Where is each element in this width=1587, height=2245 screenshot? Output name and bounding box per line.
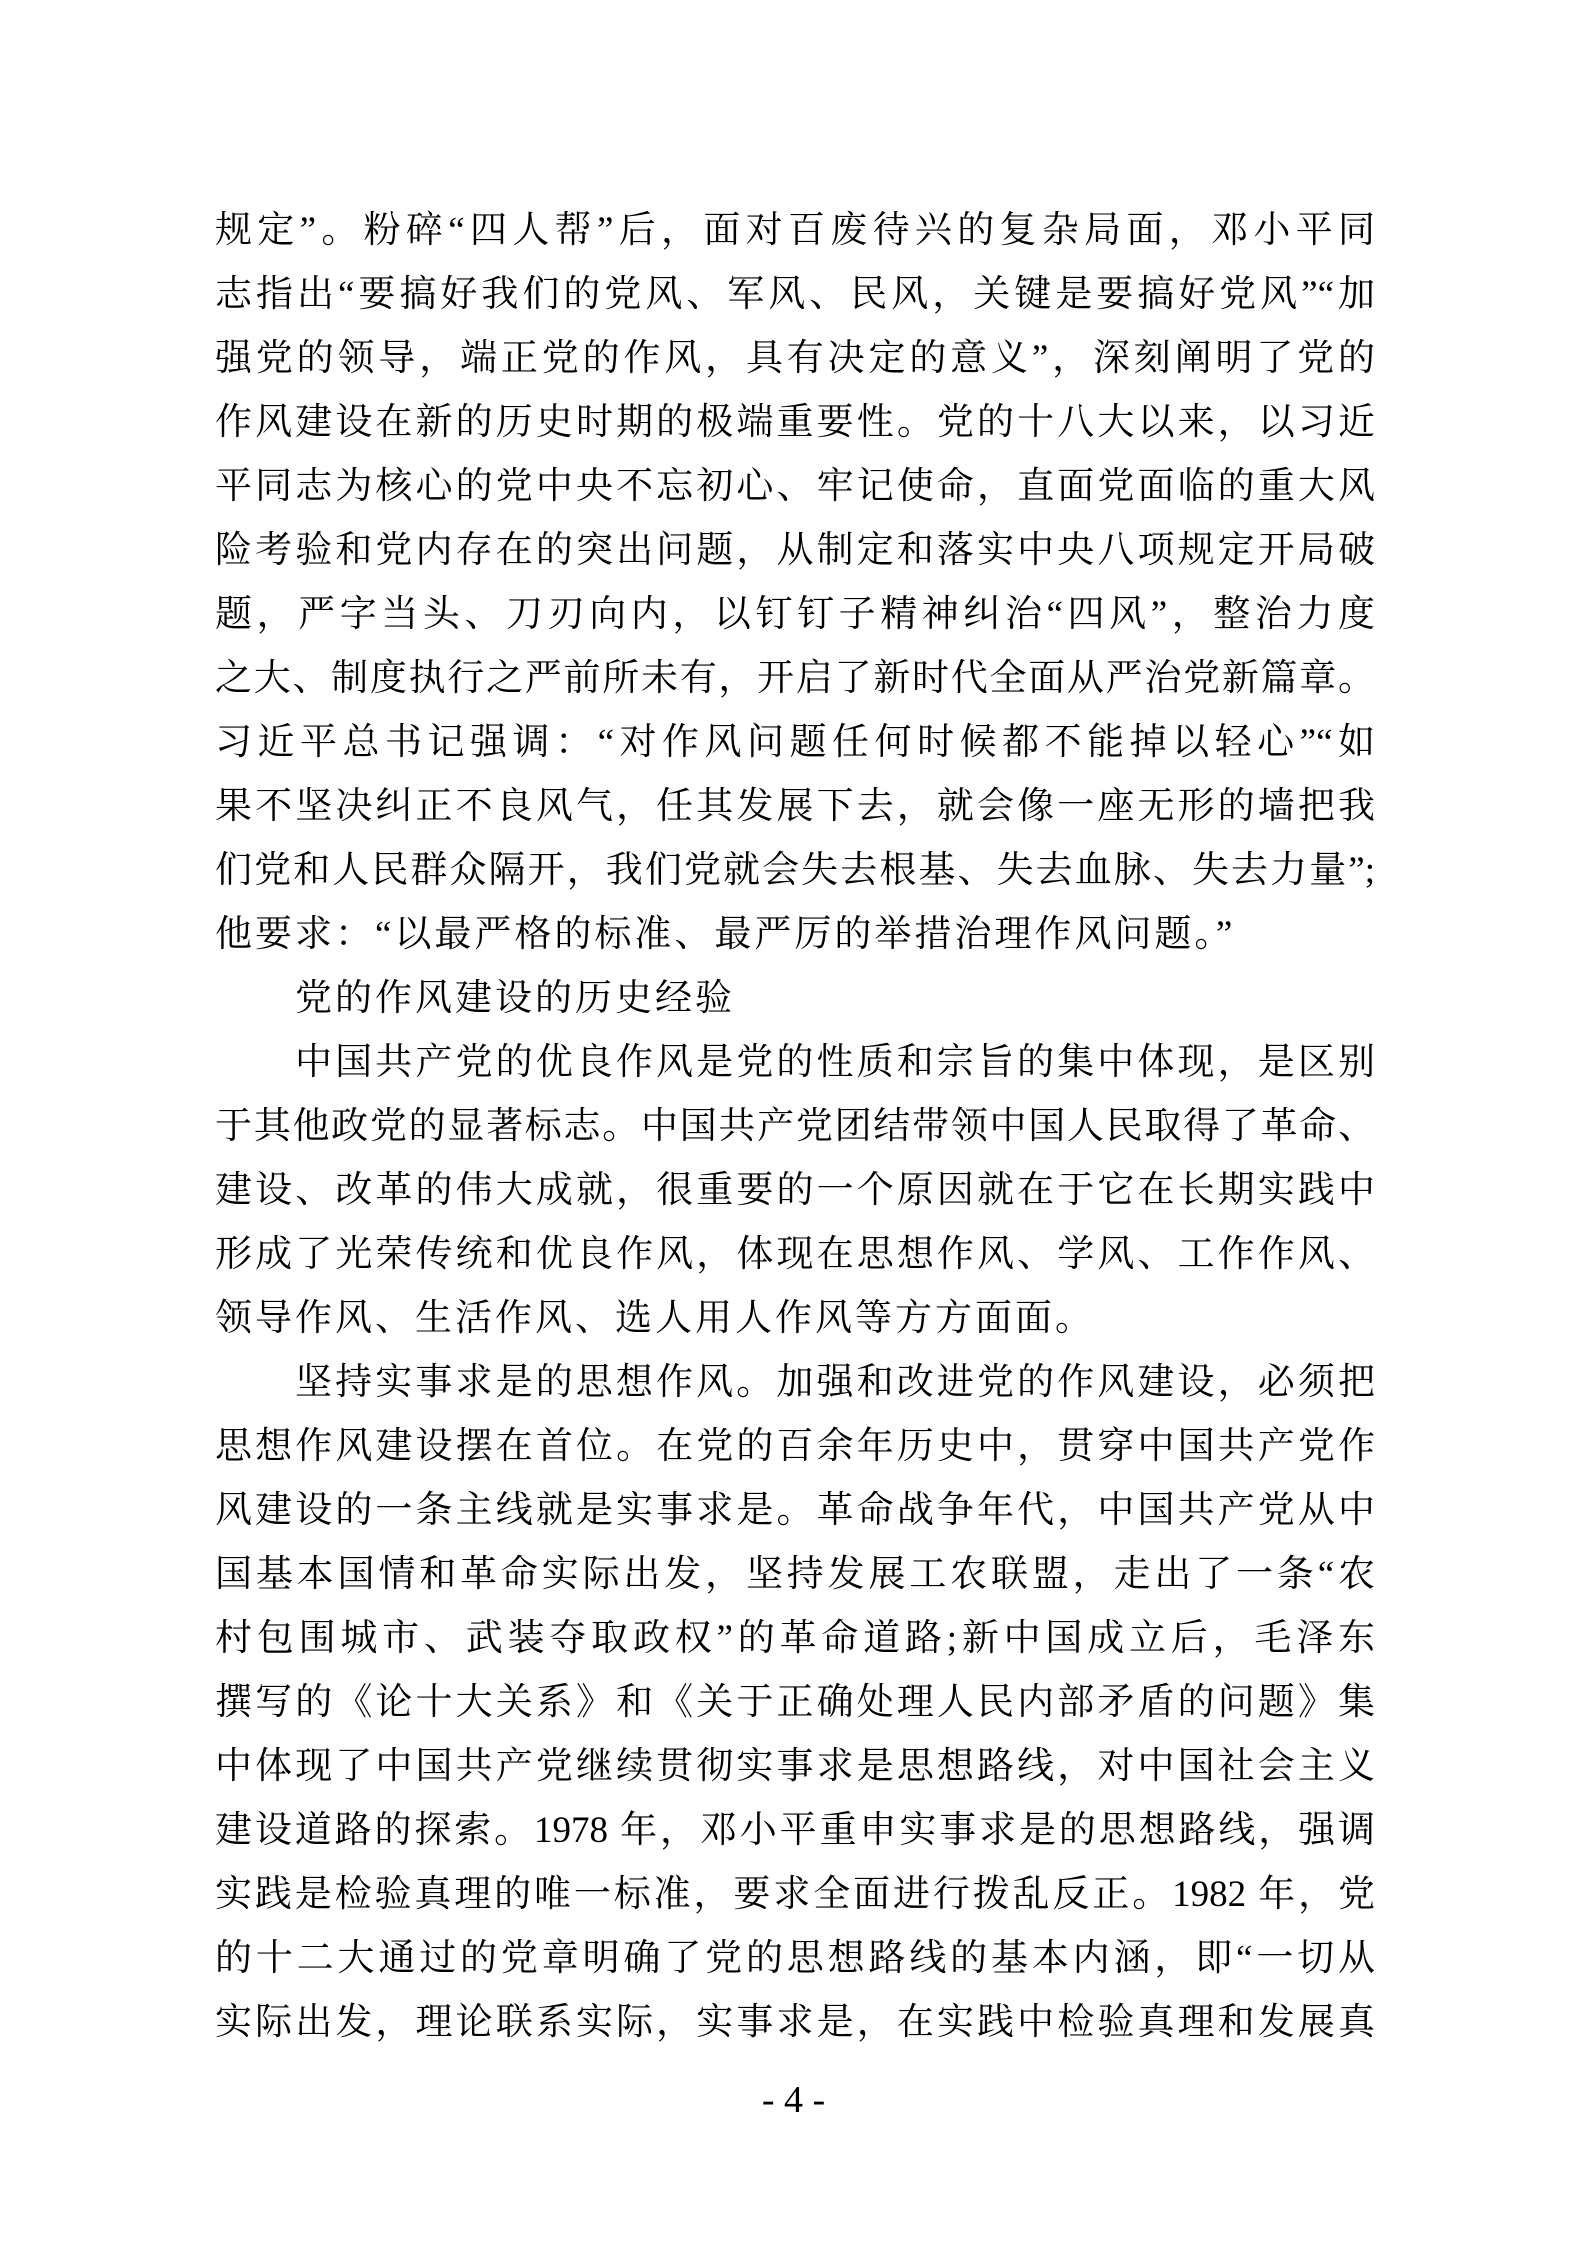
text-line: 于其他政党的显著标志。中国共产党团结带领中国人民取得了革命、 xyxy=(215,1106,1375,1147)
text-line: 作风建设在新的历史时期的极端重要性。党的十八大以来，以习近 xyxy=(215,402,1375,443)
text-line: 撰写的《论十大关系》和《关于正确处理人民内部矛盾的问题》集 xyxy=(215,1682,1375,1723)
text-line: 建设道路的探索。1978 年，邓小平重申实事求是的思想路线，强调 xyxy=(215,1810,1375,1851)
text-line: 实践是检验真理的唯一标准，要求全面进行拨乱反正。1982 年，党 xyxy=(215,1874,1375,1915)
text-line: 他要求：“以最严格的标准、最严厉的举措治理作风问题。” xyxy=(215,914,1236,955)
text-line: 思想作风建设摆在首位。在党的百余年历史中，贯穿中国共产党作 xyxy=(215,1426,1375,1467)
text-line: 规定”。粉碎“四人帮”后，面对百废待兴的复杂局面，邓小平同 xyxy=(215,210,1375,251)
text-line: 领导作风、生活作风、选人用人作风等方方面面。 xyxy=(215,1298,1095,1339)
text-line: 平同志为核心的党中央不忘初心、牢记使命，直面党面临的重大风 xyxy=(215,466,1375,507)
text-line: 风建设的一条主线就是实事求是。革命战争年代，中国共产党从中 xyxy=(215,1490,1375,1531)
text-line: 中体现了中国共产党继续贯彻实事求是思想路线，对中国社会主义 xyxy=(215,1746,1375,1787)
text-line: 们党和人民群众隔开，我们党就会失去根基、失去血脉、失去力量”; xyxy=(215,850,1375,891)
text-line: 的十二大通过的党章明确了党的思想路线的基本内涵，即“一切从 xyxy=(215,1938,1375,1979)
text-line: 形成了光荣传统和优良作风，体现在思想作风、学风、工作作风、 xyxy=(215,1234,1375,1275)
document-body xyxy=(215,199,1375,2055)
text-line: 实际出发，理论联系实际，实事求是，在实践中检验真理和发展真 xyxy=(215,2002,1375,2043)
text-line: 险考验和党内存在的突出问题，从制定和落实中央八项规定开局破 xyxy=(215,530,1375,571)
page-number: - 4 - xyxy=(761,2079,826,2121)
text-line: 国基本国情和革命实际出发，坚持发展工农联盟，走出了一条“农 xyxy=(215,1554,1375,1595)
text-line: 党的作风建设的历史经验 xyxy=(295,978,735,1019)
text-line: 建设、改革的伟大成就，很重要的一个原因就在于它在长期实践中 xyxy=(215,1170,1375,1211)
text-line: 中国共产党的优良作风是党的性质和宗旨的集中体现，是区别 xyxy=(295,1042,1375,1083)
text-line: 村包围城市、武装夺取政权”的革命道路;新中国成立后，毛泽东 xyxy=(215,1618,1375,1659)
text-line: 之大、制度执行之严前所未有，开启了新时代全面从严治党新篇章。 xyxy=(215,658,1375,699)
text-line: 志指出“要搞好我们的党风、军风、民风，关键是要搞好党风”“加 xyxy=(215,274,1375,315)
text-line: 果不坚决纠正不良风气，任其发展下去，就会像一座无形的墙把我 xyxy=(215,786,1375,827)
text-line: 坚持实事求是的思想作风。加强和改进党的作风建设，必须把 xyxy=(295,1362,1375,1403)
text-line: 习近平总书记强调：“对作风问题任何时候都不能掉以轻心”“如 xyxy=(215,722,1375,763)
text-line: 题，严字当头、刀刃向内，以钉钉子精神纠治“四风”，整治力度 xyxy=(215,594,1375,635)
text-line: 强党的领导，端正党的作风，具有决定的意义”，深刻阐明了党的 xyxy=(215,338,1375,379)
